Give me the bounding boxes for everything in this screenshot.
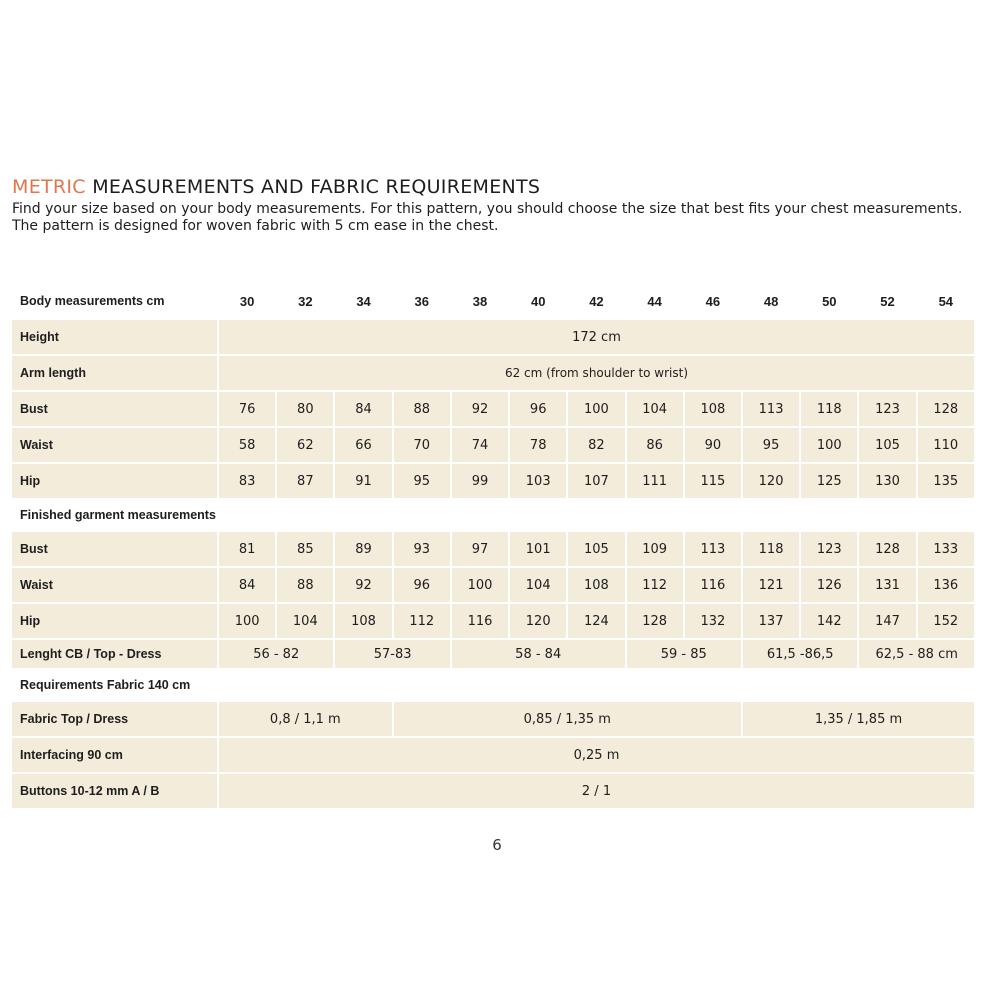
table-row-arm-length <box>12 356 974 390</box>
header-row <box>12 284 974 318</box>
size-header: 52 <box>880 293 895 309</box>
table-cell: 121 <box>743 568 799 602</box>
table-cell: 147 <box>859 604 915 638</box>
table-cell: 76 <box>219 392 275 426</box>
row-label: Fabric Top / Dress <box>12 702 217 736</box>
row-label: Arm length <box>12 356 217 390</box>
table-cell: 56 - 82 <box>219 640 333 668</box>
table-cell: 112 <box>394 604 450 638</box>
table-cell: 125 <box>801 464 857 498</box>
table-cell: 62 cm (from shoulder to wrist) <box>219 356 974 390</box>
size-header: 40 <box>530 293 546 309</box>
table-row-length <box>12 640 974 668</box>
table-cell: 61,5 -86,5 <box>743 640 857 668</box>
row-label: Buttons 10-12 mm A / B <box>12 774 217 808</box>
table-cell: 100 <box>568 392 624 426</box>
intro-text <box>12 201 962 235</box>
heading-rest: MEASUREMENTS AND FABRIC REQUIREMENTS <box>85 176 541 198</box>
table-cell: 100 <box>452 568 508 602</box>
table-cell: 115 <box>685 464 741 498</box>
table-cell: 133 <box>918 532 974 566</box>
table-cell: 95 <box>743 428 799 462</box>
table-cell: 96 <box>394 568 450 602</box>
table-row-finished-hip <box>12 604 974 638</box>
table-cell: 74 <box>452 428 508 462</box>
table-row-waist <box>12 428 974 462</box>
size-header: 54 <box>938 293 954 309</box>
table-row-buttons <box>12 774 974 808</box>
table-cell: 108 <box>335 604 391 638</box>
size-header: 50 <box>822 293 837 309</box>
intro-line-1: Find your size based on your body measurements. For this pattern, you should choose the size that best fits your chest measurements. <box>12 201 963 217</box>
row-label: Bust <box>12 392 217 426</box>
table-cell: 123 <box>859 392 915 426</box>
table-cell: 111 <box>627 464 683 498</box>
intro-line-2: The pattern is designed for woven fabric with 5 cm ease in the chest. <box>12 218 499 234</box>
table-cell: 62 <box>277 428 333 462</box>
table-cell: 110 <box>918 428 974 462</box>
table-cell: 105 <box>568 532 624 566</box>
table-cell: 92 <box>452 392 508 426</box>
table-cell: 132 <box>685 604 741 638</box>
table-cell: 0,85 / 1,35 m <box>394 702 741 736</box>
table-cell: 58 - 84 <box>452 640 625 668</box>
section-label: Finished garment measurements <box>20 508 216 522</box>
table-cell: 57-83 <box>335 640 449 668</box>
table-row-finished-waist <box>12 568 974 602</box>
table-cell: 70 <box>394 428 450 462</box>
table-cell: 88 <box>394 392 450 426</box>
table-cell: 118 <box>743 532 799 566</box>
table-cell: 136 <box>918 568 974 602</box>
table-cell: 1,35 / 1,85 m <box>743 702 974 736</box>
table-cell: 172 cm <box>219 320 974 354</box>
table-row-bust <box>12 392 974 426</box>
table-cell: 120 <box>510 604 566 638</box>
table-cell: 96 <box>510 392 566 426</box>
table-cell: 123 <box>801 532 857 566</box>
table-cell: 104 <box>510 568 566 602</box>
table-cell: 78 <box>510 428 566 462</box>
table-cell: 108 <box>685 392 741 426</box>
table-cell: 92 <box>335 568 391 602</box>
size-header: 38 <box>472 293 488 309</box>
table-cell: 88 <box>277 568 333 602</box>
size-header: 34 <box>356 293 371 309</box>
row-label: Bust <box>12 532 217 566</box>
size-chart-table <box>10 282 976 810</box>
row-label: Hip <box>12 464 217 498</box>
table-cell: 97 <box>452 532 508 566</box>
table-cell: 105 <box>859 428 915 462</box>
row-label: Waist <box>12 428 217 462</box>
heading-accent: METRIC <box>12 176 86 198</box>
table-cell: 113 <box>743 392 799 426</box>
table-cell: 137 <box>743 604 799 638</box>
table-cell: 91 <box>335 464 391 498</box>
row-label: Hip <box>12 604 217 638</box>
table-cell: 59 - 85 <box>627 640 741 668</box>
table-cell: 85 <box>277 532 333 566</box>
size-chart-container <box>12 282 978 810</box>
table-cell: 135 <box>918 464 974 498</box>
table-cell: 126 <box>801 568 857 602</box>
table-cell: 84 <box>335 392 391 426</box>
section-row-finished <box>12 500 974 530</box>
table-cell: 128 <box>859 532 915 566</box>
table-cell: 113 <box>685 532 741 566</box>
table-cell: 103 <box>510 464 566 498</box>
header-label: Body measurements cm <box>20 294 165 308</box>
table-cell: 100 <box>801 428 857 462</box>
table-cell: 62,5 - 88 cm <box>859 640 974 668</box>
table-cell: 130 <box>859 464 915 498</box>
table-cell: 84 <box>219 568 275 602</box>
table-cell: 118 <box>801 392 857 426</box>
section-row-requirements <box>12 670 974 700</box>
table-cell: 89 <box>335 532 391 566</box>
table-cell: 90 <box>685 428 741 462</box>
table-cell: 99 <box>452 464 508 498</box>
table-cell: 152 <box>918 604 974 638</box>
page-number: 6 <box>492 836 502 854</box>
table-cell: 80 <box>277 392 333 426</box>
size-header: 44 <box>647 293 662 309</box>
table-cell: 116 <box>452 604 508 638</box>
table-cell: 116 <box>685 568 741 602</box>
table-cell: 120 <box>743 464 799 498</box>
table-cell: 2 / 1 <box>219 774 974 808</box>
table-cell: 0,8 / 1,1 m <box>219 702 392 736</box>
table-cell: 131 <box>859 568 915 602</box>
size-header: 46 <box>705 293 721 309</box>
row-label: Waist <box>12 568 217 602</box>
table-cell: 104 <box>277 604 333 638</box>
table-cell: 81 <box>219 532 275 566</box>
table-cell: 93 <box>394 532 450 566</box>
table-row-fabric <box>12 702 974 736</box>
table-cell: 128 <box>627 604 683 638</box>
page-heading <box>12 176 540 198</box>
table-cell: 104 <box>627 392 683 426</box>
size-header: 32 <box>298 293 313 309</box>
table-cell: 128 <box>918 392 974 426</box>
section-label: Requirements Fabric 140 cm <box>20 678 191 692</box>
table-cell: 66 <box>335 428 391 462</box>
table-cell: 87 <box>277 464 333 498</box>
table-row-finished-bust <box>12 532 974 566</box>
table-cell: 95 <box>394 464 450 498</box>
table-cell: 112 <box>627 568 683 602</box>
table-cell: 83 <box>219 464 275 498</box>
table-cell: 142 <box>801 604 857 638</box>
table-cell: 108 <box>568 568 624 602</box>
row-label: Lenght CB / Top - Dress <box>12 640 217 668</box>
table-cell: 82 <box>568 428 624 462</box>
row-label: Height <box>12 320 217 354</box>
table-row-interfacing <box>12 738 974 772</box>
table-cell: 124 <box>568 604 624 638</box>
size-header: 48 <box>763 293 779 309</box>
size-header: 42 <box>589 293 604 309</box>
table-row-height <box>12 320 974 354</box>
table-cell: 86 <box>627 428 683 462</box>
table-cell: 100 <box>219 604 275 638</box>
size-header: 36 <box>414 293 429 309</box>
table-row-hip <box>12 464 974 498</box>
size-header: 30 <box>239 293 255 309</box>
table-cell: 101 <box>510 532 566 566</box>
table-cell: 0,25 m <box>219 738 974 772</box>
row-label: Interfacing 90 cm <box>12 738 217 772</box>
table-cell: 107 <box>568 464 624 498</box>
table-cell: 109 <box>627 532 683 566</box>
table-cell: 58 <box>219 428 275 462</box>
